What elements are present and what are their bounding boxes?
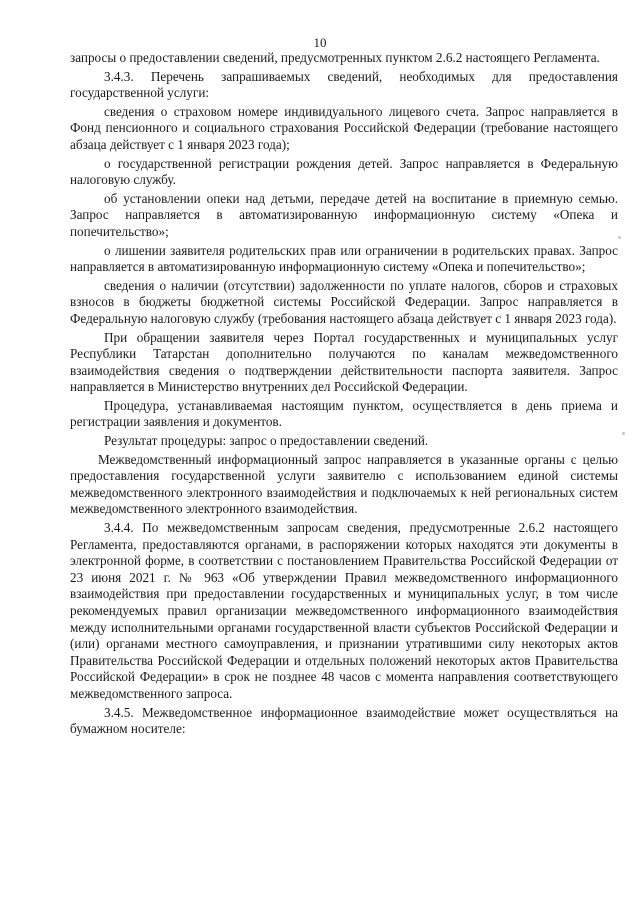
- paragraph-snils: сведения о страховом номере индивидуального лицевого счета. Запрос направляется в Фонд пенсионного и социального страхования Российской Федерации (требование настоящего абзаца действует с 1 января 2023 года);: [70, 103, 618, 152]
- paragraph-interagency-request: Межведомственный информационный запрос направляется в указанные органы с целью предоставления государственной услуги заявителю с использованием единой системы межведомственного электронного взаимодействия и подключаемых к ней региональных систем межведомственного электронного взаимодействия.: [70, 451, 618, 517]
- paragraph-tax-debt: сведения о наличии (отсутствии) задолженности по уплате налогов, сборов и страховых взносов в бюджеты бюджетной системы Российской Федерации. Запрос направляется в Федеральную налоговую службу (требования настоящего абзаца действует с 1 января 2023 года).: [70, 277, 618, 326]
- paragraph-3-4-5: 3.4.5. Межведомственное информационное взаимодействие может осуществляться на бумажном носителе:: [70, 704, 618, 737]
- page-number: 10: [313, 35, 327, 50]
- paragraph-continuation: запросы о предоставлении сведений, предусмотренных пунктом 2.6.2 настоящего Регламента.: [70, 50, 600, 65]
- paragraph-parental-rights: о лишении заявителя родительских прав или ограничении в родительских правах. Запрос направляется в автоматизированную информационную систему «Опека и попечительство»;: [70, 242, 618, 275]
- paragraph-portal-passport: При обращении заявителя через Портал государственных и муниципальных услуг Республики Татарстан дополнительно получаются по каналам межведомственного взаимодействия сведения о подтверждении действительности паспорта заявителя. Запрос направляется в Министерство внутренних дел Российской Федерации.: [70, 329, 618, 395]
- paragraph-procedure-result: Результат процедуры: запрос о предоставлении сведений.: [104, 433, 429, 449]
- paragraph-3-4-4: 3.4.4. По межведомственным запросам сведения, предусмотренные 2.6.2 настоящего Регламента, предоставляются органами, в распоряжении которых находятся эти документы в электронной форме, в соответствии с постановлением Правительства Российской Федерации от 23 июня 2021 г. № 963 «Об утверждении Правил межведомственного информационного взаимодействия при предоставлении государственных и муниципальных услуг, в том числе рекомендуемых правил организации межведомственного информационного взаимодействия между исполнительными органами государственной власти субъектов Российской Федерации и (или) органами местного самоуправления, и признании утратившими силу некоторых актов Правительства Российской Федерации и отдельных положений некоторых актов Правительства Российской Федерации» в срок не позднее 48 часов с момента направления соответствующего межведомственного запроса.: [70, 520, 618, 701]
- paragraph-3-4-3: 3.4.3. Перечень запрашиваемых сведений, необходимых для предоставления государственной услуги:: [70, 68, 618, 101]
- paragraph-procedure-timing: Процедура, устанавливаемая настоящим пунктом, осуществляется в день приема и регистрации заявления и документов.: [70, 397, 618, 430]
- scan-artifact: [618, 236, 621, 239]
- document-body: [70, 50, 618, 740]
- paragraph-birth-registration: о государственной регистрации рождения детей. Запрос направляется в Федеральную налоговую службу.: [70, 155, 618, 188]
- scan-artifact: [622, 432, 625, 435]
- paragraph-guardianship: об установлении опеки над детьми, передаче детей на воспитание в приемную семью. Запрос направляется в автоматизированную информационную систему «Опека и попечительство»;: [70, 190, 618, 239]
